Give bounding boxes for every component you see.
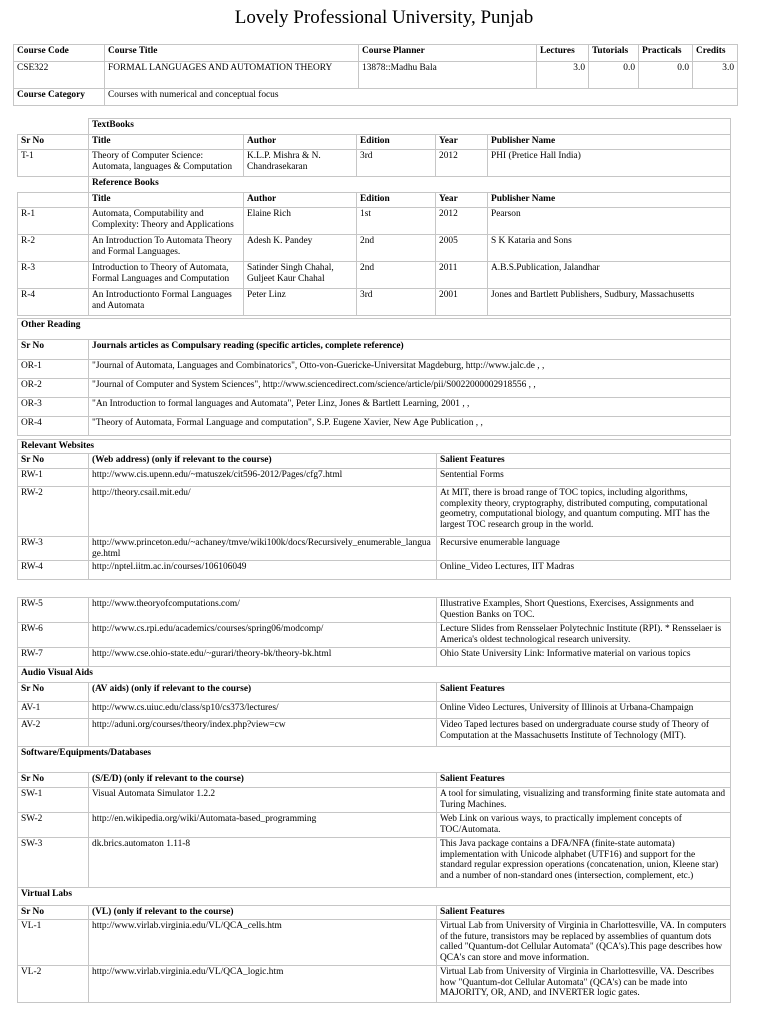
table-row [18, 648, 731, 667]
header-sed: (S/E/D) (only if relevant to the course) [89, 773, 437, 788]
sr-no: RW-3 [18, 537, 89, 561]
sr-no: VL-1 [18, 920, 89, 966]
reference-books-label: Reference Books [89, 177, 731, 193]
header-practicals: Practicals [639, 45, 693, 62]
credits-value: 3.0 [693, 62, 738, 89]
sr-no: R-1 [18, 208, 89, 235]
salient-feature: A tool for simulating, visualizing and transforming finite state automata and Turing Machines. [437, 788, 731, 813]
book-publisher: A.B.S.Publication, Jalandhar [488, 262, 731, 289]
sr-no: R-2 [18, 235, 89, 262]
other-reading-label: Other Reading [18, 319, 731, 340]
website-url[interactable]: http://www.theoryofcomputations.com/ [89, 598, 437, 623]
table-row [18, 623, 731, 648]
software-item[interactable]: http://en.wikipedia.org/wiki/Automata-based_programming [89, 813, 437, 838]
table-row [18, 398, 731, 417]
salient-feature: Virtual Lab from University of Virginia in Charlottesville, VA. Describes how "Quantum-dot Cellular Automata" (QCA's) can be made into MAJORITY, OR, AND, and INVERTER logic gates. [437, 966, 731, 1003]
sr-no: T-1 [18, 150, 89, 177]
salient-feature: Lecture Slides from Rensselaer Polytechnic Institute (RPI). * Rensselaer is America's oldest technological research university. [437, 623, 731, 648]
header-sr-no: Sr No [18, 340, 89, 360]
book-edition: 3rd [357, 150, 436, 177]
table-row [18, 838, 731, 888]
sr-no: AV-1 [18, 702, 89, 719]
header-course-code: Course Code [14, 45, 105, 62]
book-title: An Introduction To Automata Theory and Formal Languages. [89, 235, 244, 262]
audio-visual-label: Audio Visual Aids [18, 667, 731, 683]
header-year: Year [436, 135, 488, 150]
website-url[interactable]: http://theory.csail.mit.edu/ [89, 487, 437, 537]
table-row [18, 235, 731, 262]
book-edition: 2nd [357, 235, 436, 262]
tutorials-value: 0.0 [589, 62, 639, 89]
table-row [18, 813, 731, 838]
salient-feature: Sentential Forms [437, 469, 731, 487]
journal-reference: "Theory of Automata, Formal Language and computation", S.P. Eugene Xavier, New Age Publication , , [89, 417, 731, 436]
vl-url[interactable]: http://www.virlab.virginia.edu/VL/QCA_cells.htm [89, 920, 437, 966]
course-code: CSE322 [14, 62, 105, 89]
virtual-labs-label: Virtual Labs [18, 888, 731, 906]
website-url[interactable]: http://www.cs.rpi.edu/academics/courses/spring06/modcomp/ [89, 623, 437, 648]
header-vl: (VL) (only if relevant to the course) [89, 906, 437, 920]
header-author: Author [244, 193, 357, 208]
practicals-value: 0.0 [639, 62, 693, 89]
software-label: Software/Equipments/Databases [18, 747, 731, 773]
website-url[interactable]: http://www.cse.ohio-state.edu/~gurari/theory-bk/theory-bk.html [89, 648, 437, 667]
book-publisher: S K Kataria and Sons [488, 235, 731, 262]
journal-reference: "Journal of Automata, Languages and Combinatorics", Otto-von-Guericke-Universitat Magdeburg, http://www.jalc.de , , [89, 360, 731, 379]
header-av-aids: (AV aids) (only if relevant to the course) [89, 683, 437, 702]
header-edition: Edition [357, 193, 436, 208]
book-title: Automata, Computability and Complexity: Theory and Applications [89, 208, 244, 235]
salient-feature: Illustrative Examples, Short Questions, Exercises, Assignments and Question Banks on TOC. [437, 598, 731, 623]
salient-feature: Video Taped lectures based on undergraduate course study of Theory of Computation at the Massachusetts Institute of Technology (MIT). [437, 719, 731, 747]
book-year: 2001 [436, 289, 488, 316]
header-year: Year [436, 193, 488, 208]
book-author: K.L.P. Mishra & N. Chandrasekaran [244, 150, 357, 177]
book-title: Introduction to Theory of Automata, Formal Languages and Computation [89, 262, 244, 289]
book-year: 2005 [436, 235, 488, 262]
websites-label: Relevant Websites [18, 440, 731, 454]
website-url[interactable]: http://www.cis.upenn.edu/~matuszek/cit596-2012/Pages/cfg7.html [89, 469, 437, 487]
book-publisher: Pearson [488, 208, 731, 235]
book-title: Theory of Computer Science: Automata, languages & Computation [89, 150, 244, 177]
table-row [18, 487, 731, 537]
header-title: Title [89, 193, 244, 208]
header-salient-features: Salient Features [437, 906, 731, 920]
sr-no: SW-1 [18, 788, 89, 813]
book-edition: 2nd [357, 262, 436, 289]
header-publisher: Publisher Name [488, 193, 731, 208]
table-row [18, 537, 731, 561]
header-course-title: Course Title [105, 45, 359, 62]
salient-feature: At MIT, there is broad range of TOC topics, including algorithms, complexity theory, cryptography, distributed computing, computational geometry, computational biology, and quantum computing. MIT has the largest TOC research group in the world. [437, 487, 731, 537]
course-planner: 13878::Madhu Bala [359, 62, 537, 89]
sr-no: RW-4 [18, 561, 89, 580]
course-category: Courses with numerical and conceptual focus [105, 89, 738, 106]
salient-feature: This Java package contains a DFA/NFA (finite-state automata) implementation with Unicode alphabet (UTF16) and support for the standard regular expression operations (concatenation, union, Kleene star) and a number of non-standard ones (intersection, complement, etc.) [437, 838, 731, 888]
book-author: Adesh K. Pandey [244, 235, 357, 262]
website-url[interactable]: http://nptel.iitm.ac.in/courses/106106049 [89, 561, 437, 580]
header-author: Author [244, 135, 357, 150]
salient-feature: Web Link on various ways, to practically implement concepts of TOC/Automata. [437, 813, 731, 838]
sr-no: SW-2 [18, 813, 89, 838]
av-url[interactable]: http://www.cs.uiuc.edu/class/sp10/cs373/lectures/ [89, 702, 437, 719]
software-item: Visual Automata Simulator 1.2.2 [89, 788, 437, 813]
website-url[interactable]: http://www.princeton.edu/~achaney/tmve/wiki100k/docs/Recursively_enumerable_language.html [89, 537, 437, 561]
table-row [18, 289, 731, 316]
sr-no: SW-3 [18, 838, 89, 888]
sr-no: RW-5 [18, 598, 89, 623]
sr-no: RW-2 [18, 487, 89, 537]
header-sr-no: Sr No [18, 683, 89, 702]
header-sr-no: Sr No [18, 135, 89, 150]
table-row [18, 788, 731, 813]
course-info-table [13, 44, 738, 106]
lectures-value: 3.0 [537, 62, 589, 89]
header-lectures: Lectures [537, 45, 589, 62]
header-salient-features: Salient Features [437, 683, 731, 702]
sr-no: OR-2 [18, 379, 89, 398]
table-row [18, 598, 731, 623]
header-title: Title [89, 135, 244, 150]
sr-no: RW-7 [18, 648, 89, 667]
book-publisher: PHI (Pretice Hall India) [488, 150, 731, 177]
table-row [18, 150, 731, 177]
book-publisher: Jones and Bartlett Publishers, Sudbury, Massachusetts [488, 289, 731, 316]
sr-no: R-4 [18, 289, 89, 316]
book-year: 2011 [436, 262, 488, 289]
book-year: 2012 [436, 150, 488, 177]
header-edition: Edition [357, 135, 436, 150]
sr-no: VL-2 [18, 966, 89, 1003]
vl-url[interactable]: http://www.virlab.virginia.edu/VL/QCA_logic.htm [89, 966, 437, 1003]
book-author: Elaine Rich [244, 208, 357, 235]
salient-feature: Recursive enumerable language [437, 537, 731, 561]
sr-no: OR-1 [18, 360, 89, 379]
page-title: Lovely Professional University, Punjab [234, 7, 534, 28]
books-table [17, 118, 731, 316]
book-edition: 1st [357, 208, 436, 235]
table-row [18, 379, 731, 398]
header-sr-no: Sr No [18, 454, 89, 469]
textbooks-label: TextBooks [89, 119, 731, 135]
sr-no: R-3 [18, 262, 89, 289]
header-salient-features: Salient Features [437, 454, 731, 469]
journal-reference: "Journal of Computer and System Sciences", http://www.sciencedirect.com/science/article/pii/S0022000002918556 , , [89, 379, 731, 398]
salient-feature: Virtual Lab from University of Virginia in Charlottesville, VA. In computers of the future, transistors may be replaced by assemblies of quantum dots called "Quantum-dot Cellular Automata" (QCA's).This page describes how QCA's can store and move information. [437, 920, 731, 966]
journal-reference: "An Introduction to formal languages and Automata", Peter Linz, Jones & Bartlett Learning, 2001 , , [89, 398, 731, 417]
header-sr-no: Sr No [18, 773, 89, 788]
book-edition: 3rd [357, 289, 436, 316]
header-web-address: (Web address) (only if relevant to the course) [89, 454, 437, 469]
sr-no: RW-1 [18, 469, 89, 487]
salient-feature: Online Video Lectures, University of Illinois at Urbana-Champaign [437, 702, 731, 719]
header-tutorials: Tutorials [589, 45, 639, 62]
other-reading-table [17, 318, 731, 436]
header-publisher: Publisher Name [488, 135, 731, 150]
software-item: dk.brics.automaton 1.11-8 [89, 838, 437, 888]
course-category-label: Course Category [14, 89, 105, 106]
sr-no: AV-2 [18, 719, 89, 747]
book-year: 2012 [436, 208, 488, 235]
header-course-planner: Course Planner [359, 45, 537, 62]
book-title: An Introductionto Formal Languages and Automata [89, 289, 244, 316]
sr-no: RW-6 [18, 623, 89, 648]
table-row [18, 208, 731, 235]
websites-table [17, 439, 731, 580]
header-sr-no: Sr No [18, 906, 89, 920]
header-credits: Credits [693, 45, 738, 62]
book-author: Peter Linz [244, 289, 357, 316]
table-row [18, 360, 731, 379]
sr-no: OR-4 [18, 417, 89, 436]
book-author: Satinder Singh Chahal, Guljeet Kaur Chahal [244, 262, 357, 289]
table-row [18, 417, 731, 436]
course-title: FORMAL LANGUAGES AND AUTOMATION THEORY [105, 62, 359, 89]
header-journals: Journals articles as Compulsary reading (specific articles, complete reference) [89, 340, 731, 360]
sr-no: OR-3 [18, 398, 89, 417]
resources-table [17, 597, 731, 1003]
header-salient-features: Salient Features [437, 773, 731, 788]
table-row [18, 702, 731, 719]
table-row [18, 262, 731, 289]
table-row [18, 561, 731, 580]
table-row [18, 719, 731, 747]
table-row [18, 469, 731, 487]
table-row [18, 966, 731, 1003]
table-row [18, 920, 731, 966]
salient-feature: Ohio State University Link: Informative material on various topics [437, 648, 731, 667]
salient-feature: Online_Video Lectures, IIT Madras [437, 561, 731, 580]
av-url[interactable]: http://aduni.org/courses/theory/index.php?view=cw [89, 719, 437, 747]
